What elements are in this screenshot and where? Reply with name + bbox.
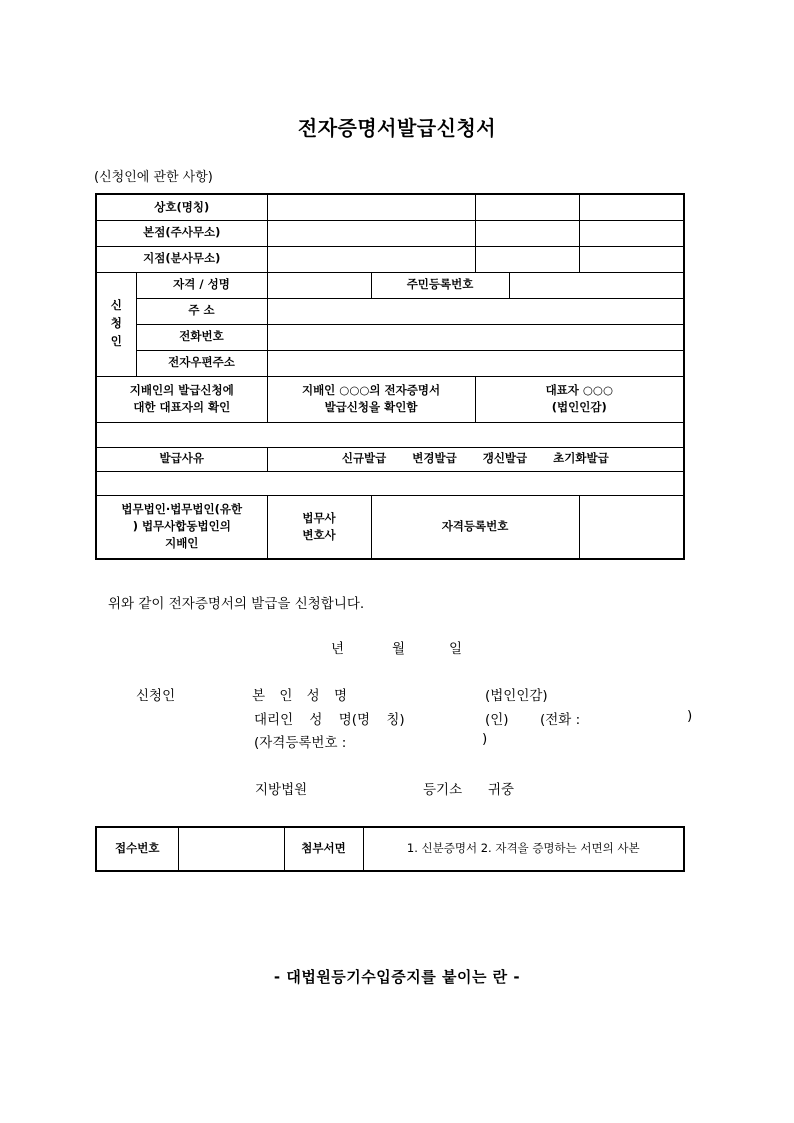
branch-office-extra-field-1[interactable]: [475, 246, 579, 272]
profession-lawyer: 변호사: [302, 527, 336, 542]
company-name-field[interactable]: [267, 194, 475, 220]
representative-name: 대표자 ○○○: [545, 382, 613, 397]
branch-office-field[interactable]: [267, 246, 475, 272]
blank-row-2: [96, 471, 684, 495]
phone-field[interactable]: [267, 324, 684, 350]
date-day-label: 일: [449, 641, 463, 657]
applicant-table: [95, 193, 685, 560]
applicant-char-2: 청: [110, 316, 122, 331]
representative-seal-cell[interactable]: [475, 376, 684, 422]
address-label: 주 소: [136, 298, 267, 324]
manager-confirm-label-line-1: 지배인의 발급신청에: [129, 382, 234, 397]
qualification-reg-number-label: 자격등록번호: [371, 495, 579, 559]
email-field[interactable]: [267, 350, 684, 376]
reason-reset-issue[interactable]: 초기화발급: [553, 451, 609, 466]
phone-label: 전화번호: [136, 324, 267, 350]
district-court-label: 지방법원: [255, 782, 308, 798]
manager-confirm-label: [96, 376, 267, 422]
head-office-extra-field-1[interactable]: [475, 220, 579, 246]
date-year-label: 년: [331, 641, 345, 657]
email-label: 전자우편주소: [136, 350, 267, 376]
branch-office-extra-field-2[interactable]: [579, 246, 684, 272]
attachments-text: 1. 신분증명서 2. 자격을 증명하는 서면의 사본: [363, 827, 684, 871]
manager-confirm-text: [267, 376, 475, 422]
company-extra-field-2[interactable]: [579, 194, 684, 220]
manager-confirm-text-line-2: 발급신청을 확인함: [324, 400, 418, 414]
applicant-vertical-label: [96, 272, 136, 376]
applicant-char-3: 인: [110, 333, 122, 348]
applicant-char-1: 신: [110, 298, 122, 313]
manager-confirm-label-line-2: 대한 대표자의 확인: [133, 400, 231, 414]
corporate-seal-mark[interactable]: (법인인감): [485, 688, 548, 704]
self-name-label: 본 인 성 명: [252, 688, 348, 704]
application-statement: 위와 같이 전자증명서의 발급을 신청합니다.: [108, 596, 365, 612]
reason-renewal-issue[interactable]: 갱신발급: [482, 451, 528, 466]
corporate-seal-label: (법인인감): [551, 400, 607, 414]
head-office-label: 본점(주사무소): [96, 220, 267, 246]
seal-mark[interactable]: (인): [485, 712, 509, 728]
manager-confirm-text-line-1: 지배인 ○○○의 전자증명서: [301, 382, 441, 397]
address-field[interactable]: [267, 298, 684, 324]
head-office-extra-field-2[interactable]: [579, 220, 684, 246]
resident-number-label: 주민등록번호: [371, 272, 509, 298]
company-extra-field-1[interactable]: [475, 194, 579, 220]
receipt-number-field[interactable]: [178, 827, 284, 871]
law-firm-manager-label: [96, 495, 267, 559]
reason-change-issue[interactable]: 변경발급: [412, 451, 457, 466]
qualification-reg-number-field[interactable]: [579, 495, 684, 559]
branch-office-label: 지점(분사무소): [96, 246, 267, 272]
blank-row-1: [96, 422, 684, 447]
agent-name-label: 대리인 성 명(명 칭): [254, 712, 405, 728]
head-office-field[interactable]: [267, 220, 475, 246]
phone-close-paren: ): [687, 708, 693, 724]
issue-reason-label: 발급사유: [96, 447, 267, 471]
addressee-label: 귀중: [488, 782, 515, 798]
law-firm-label-line-1: 법무법인·법무법인(유한: [121, 501, 243, 516]
page-title: 전자증명서발급신청서: [297, 116, 497, 140]
phone-open-label: (전화 :: [540, 712, 581, 728]
company-name-label: 상호(명칭): [96, 194, 267, 220]
profession-judicial-scrivener: 법무사: [302, 510, 336, 525]
registry-office-label: 등기소: [423, 782, 463, 798]
profession-cell[interactable]: [267, 495, 371, 559]
reg-number-open-label: (자격등록번호 :: [254, 735, 347, 751]
section-subtitle: (신청인에 관한 사항): [94, 170, 213, 185]
qualification-name-label: 자격 / 성명: [136, 272, 267, 298]
reason-new-issue[interactable]: 신규발급: [341, 451, 387, 466]
qualification-name-field[interactable]: [267, 272, 371, 298]
receipt-table: [95, 826, 685, 872]
resident-number-field[interactable]: [509, 272, 684, 298]
attachments-label: 첨부서면: [284, 827, 363, 871]
reg-number-close-paren: ): [482, 731, 488, 747]
stamp-area-label: - 대법원등기수입증지를 붙이는 란 -: [273, 968, 521, 986]
receipt-number-label: 접수번호: [96, 827, 178, 871]
law-firm-label-line-2: ) 법무사합동법인의: [132, 519, 231, 534]
issue-reason-options: [267, 447, 684, 471]
law-firm-label-line-3: 지배인: [165, 536, 199, 551]
applicant-sign-label: 신청인: [136, 688, 176, 704]
date-month-label: 월: [392, 641, 406, 657]
